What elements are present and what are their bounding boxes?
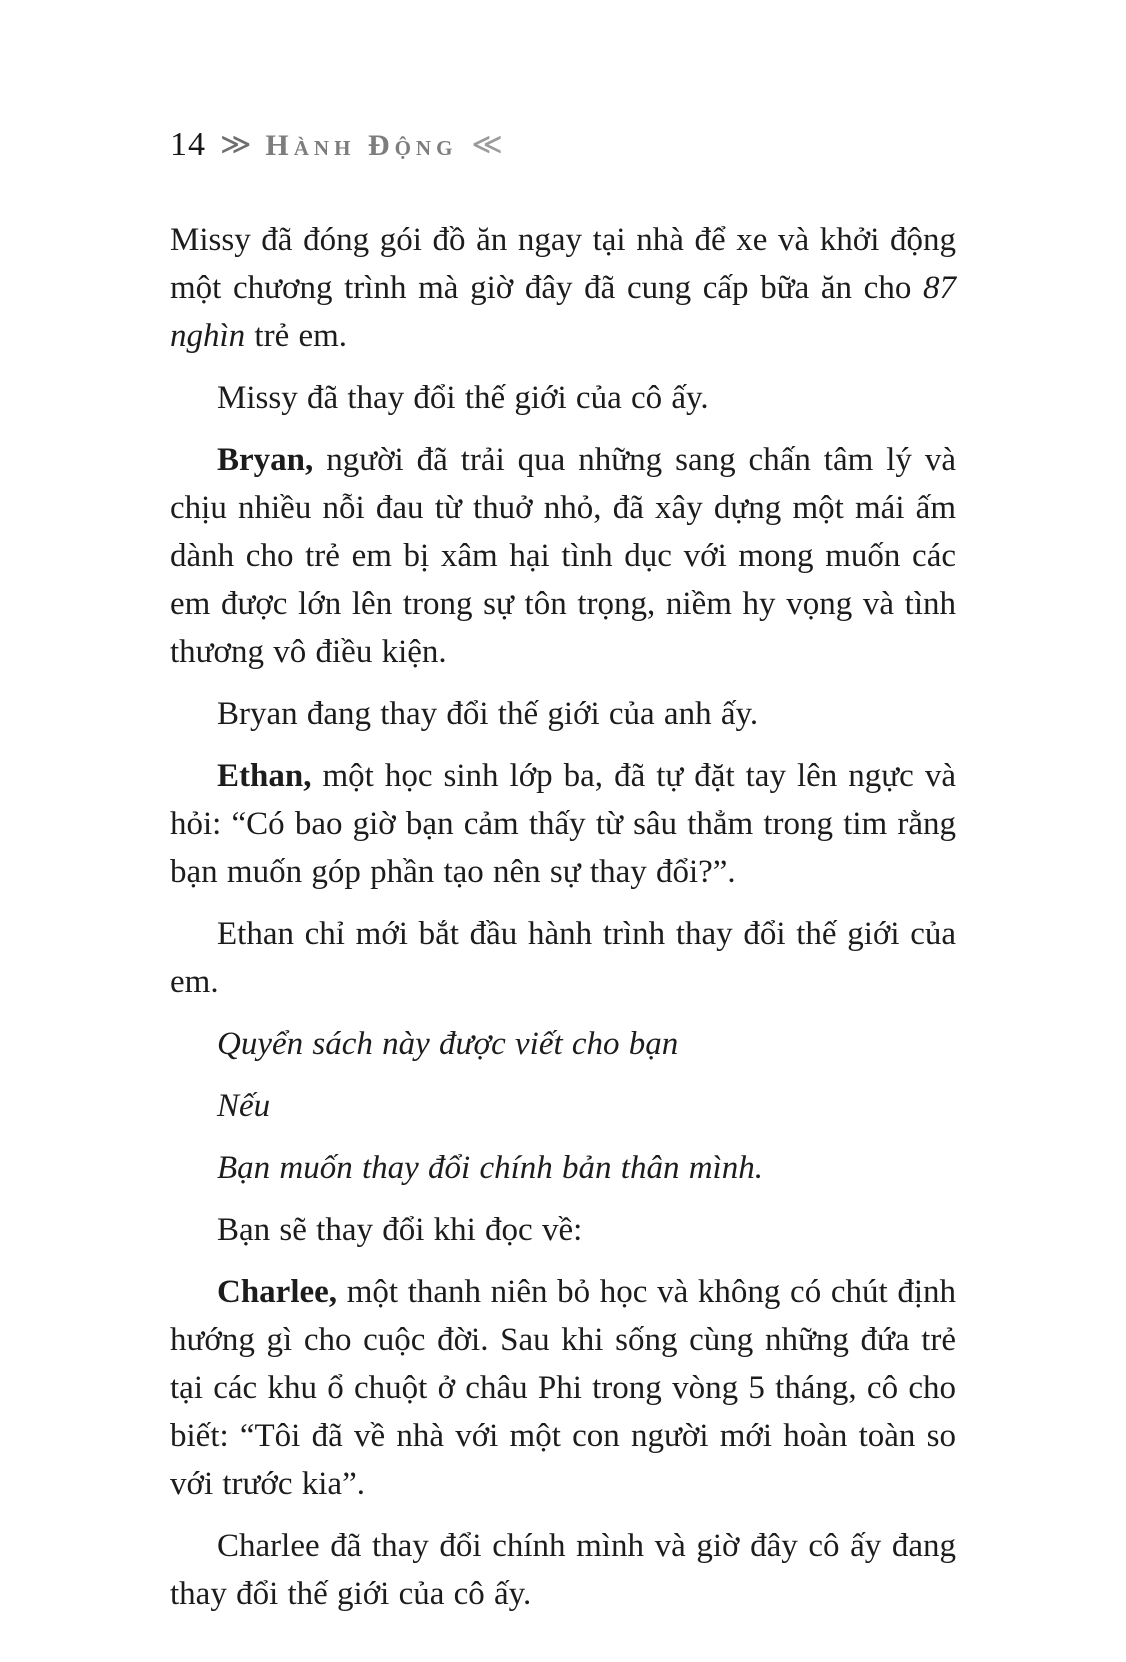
text-run: Missy đã đóng gói đồ ăn ngay tại nhà để xe và khởi động một chương trình mà giờ đây đã cung cấp bữa ăn cho	[170, 222, 956, 306]
chapter-title: Hành Động	[265, 129, 458, 162]
page-body	[170, 216, 956, 1618]
text-run: Quyển sách này được viết cho bạn	[217, 1026, 679, 1062]
paragraph	[170, 436, 956, 676]
chevron-right-icon: ≫	[220, 128, 252, 161]
text-run: Bryan,	[217, 442, 314, 478]
paragraph	[170, 1082, 956, 1130]
paragraph	[170, 216, 956, 360]
paragraph	[170, 1522, 956, 1618]
text-run: một thanh niên bỏ học và không có chút định hướng gì cho cuộc đời. Sau khi sống cùng những đứa trẻ tại các khu ổ chuột ở châu Phi trong vòng 5 tháng, cô cho biết: “Tôi đã về nhà với một con người mới hoàn toàn so với trước kia”.	[170, 1274, 956, 1502]
text-run: Bryan đang thay đổi thế giới của anh ấy.	[217, 696, 759, 732]
text-run: Ethan chỉ mới bắt đầu hành trình thay đổi thế giới của em.	[170, 916, 956, 1000]
paragraph	[170, 690, 956, 738]
page-number: 14	[170, 126, 206, 163]
paragraph	[170, 752, 956, 896]
text-run: trẻ em.	[245, 318, 348, 354]
text-run: Ethan,	[217, 758, 312, 794]
text-run: Missy đã thay đổi thế giới của cô ấy.	[217, 380, 709, 416]
running-head	[170, 126, 956, 164]
paragraph	[170, 910, 956, 1006]
text-run: Nếu	[217, 1088, 271, 1124]
text-run: một học sinh lớp ba, đã tự đặt tay lên ngực và hỏi: “Có bao giờ bạn cảm thấy từ sâu thẳm trong tim rằng bạn muốn góp phần tạo nên sự thay đổi?”.	[170, 758, 956, 890]
text-run: Bạn sẽ thay đổi khi đọc về:	[217, 1212, 583, 1248]
text-run: 87 nghìn	[170, 270, 956, 354]
text-run: Bạn muốn thay đổi chính bản thân mình.	[217, 1150, 763, 1186]
text-run: Charlee,	[217, 1274, 338, 1310]
paragraph	[170, 1020, 956, 1068]
chevron-left-icon: ≪	[471, 128, 503, 161]
paragraph	[170, 374, 956, 422]
text-run: Charlee đã thay đổi chính mình và giờ đây cô ấy đang thay đổi thế giới của cô ấy.	[170, 1528, 956, 1612]
paragraph	[170, 1144, 956, 1192]
paragraph	[170, 1268, 956, 1508]
paragraph	[170, 1206, 956, 1254]
text-run: người đã trải qua những sang chấn tâm lý và chịu nhiều nỗi đau từ thuở nhỏ, đã xây dựng một mái ấm dành cho trẻ em bị xâm hại tình dục với mong muốn các em được lớn lên trong sự tôn trọng, niềm hy vọng và tình thương vô điều kiện.	[170, 442, 956, 670]
